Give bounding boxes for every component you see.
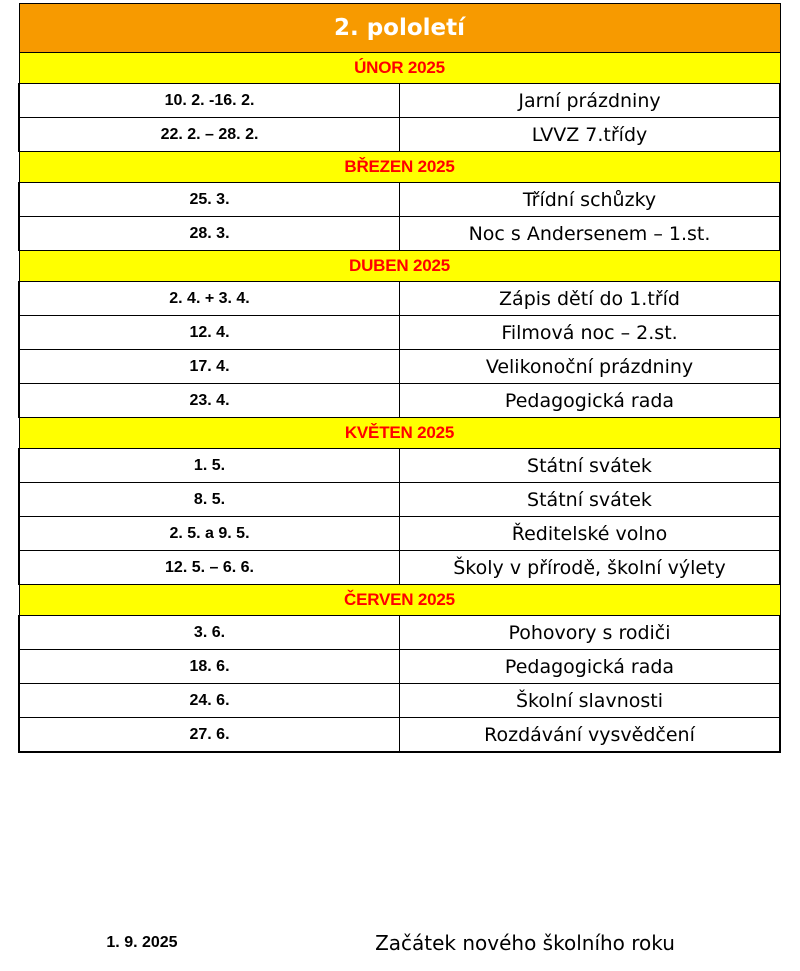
event-row	[19, 84, 780, 118]
month-label: ÚNOR 2025	[19, 53, 780, 84]
event-name: Třídní schůzky	[400, 183, 781, 217]
event-row	[19, 616, 780, 650]
event-date: 2. 4. + 3. 4.	[19, 282, 400, 316]
event-name: Pedagogická rada	[400, 650, 781, 684]
month-header	[19, 53, 780, 84]
event-date: 12. 4.	[19, 316, 400, 350]
event-row	[19, 551, 780, 585]
event-date: 1. 5.	[19, 449, 400, 483]
event-date: 22. 2. – 28. 2.	[19, 118, 400, 152]
event-name: Rozdávání vysvědčení	[400, 718, 781, 753]
event-date: 8. 5.	[19, 483, 400, 517]
footer-date: 1. 9. 2025	[106, 934, 178, 951]
month-header	[19, 251, 780, 282]
month-label: DUBEN 2025	[19, 251, 780, 282]
event-name: Školy v přírodě, školní výlety	[400, 551, 781, 585]
month-label: BŘEZEN 2025	[19, 152, 780, 183]
event-name: Pohovory s rodiči	[400, 616, 781, 650]
footer-note	[18, 925, 781, 961]
event-row	[19, 517, 780, 551]
event-name: Státní svátek	[400, 483, 781, 517]
month-label: ČERVEN 2025	[19, 585, 780, 616]
event-row	[19, 718, 780, 753]
semester-schedule-table	[18, 3, 781, 753]
semester-title: 2. pololetí	[19, 4, 780, 53]
event-row	[19, 449, 780, 483]
event-name: LVVZ 7.třídy	[400, 118, 781, 152]
event-date: 3. 6.	[19, 616, 400, 650]
event-date: 25. 3.	[19, 183, 400, 217]
footer-text: Začátek nového školního roku	[375, 931, 675, 955]
event-date: 24. 6.	[19, 684, 400, 718]
event-name: Filmová noc – 2.st.	[400, 316, 781, 350]
event-date: 17. 4.	[19, 350, 400, 384]
event-row	[19, 350, 780, 384]
event-row	[19, 684, 780, 718]
event-row	[19, 217, 780, 251]
event-row	[19, 650, 780, 684]
event-name: Noc s Andersenem – 1.st.	[400, 217, 781, 251]
event-row	[19, 483, 780, 517]
event-row	[19, 282, 780, 316]
event-name: Pedagogická rada	[400, 384, 781, 418]
event-name: Státní svátek	[400, 449, 781, 483]
event-date: 2. 5. a 9. 5.	[19, 517, 400, 551]
event-date: 10. 2. -16. 2.	[19, 84, 400, 118]
event-name: Zápis dětí do 1.tříd	[400, 282, 781, 316]
title-row	[19, 4, 780, 53]
event-date: 23. 4.	[19, 384, 400, 418]
event-date: 27. 6.	[19, 718, 400, 753]
event-date: 12. 5. – 6. 6.	[19, 551, 400, 585]
event-date: 28. 3.	[19, 217, 400, 251]
month-header	[19, 152, 780, 183]
event-name: Jarní prázdniny	[400, 84, 781, 118]
event-row	[19, 118, 780, 152]
event-row	[19, 384, 780, 418]
month-header	[19, 418, 780, 449]
event-name: Velikonoční prázdniny	[400, 350, 781, 384]
event-name: Školní slavnosti	[400, 684, 781, 718]
event-row	[19, 183, 780, 217]
month-header	[19, 585, 780, 616]
event-row	[19, 316, 780, 350]
month-label: KVĚTEN 2025	[19, 418, 780, 449]
event-name: Ředitelské volno	[400, 517, 781, 551]
event-date: 18. 6.	[19, 650, 400, 684]
